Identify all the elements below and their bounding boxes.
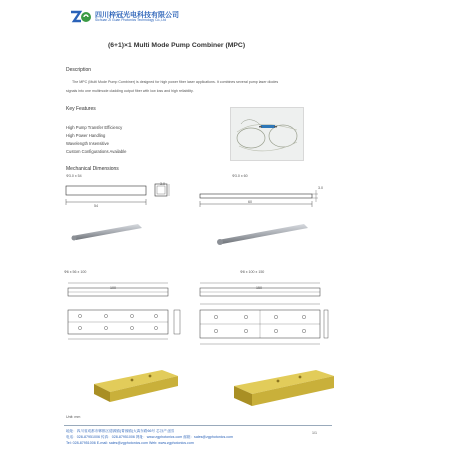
feature-item: Wavelength Insensitive [66, 141, 109, 146]
feature-item: Custom Configurations Available [66, 149, 127, 154]
description-line-2: signals into one multimode cladding output fiber with low loss and high reliability. [66, 89, 194, 93]
feature-item: High Power Handling [66, 133, 106, 138]
footer-contact-en: Tel: 028-87951006 E-mail: sales@zgphotonics.com Web: www.zgphotonics.com [66, 441, 194, 445]
company-logo [70, 10, 92, 24]
feature-item: High Pump Transfer Efficiency [66, 125, 123, 130]
datasheet-page [60, 0, 392, 450]
package-label-3: Ф6 x 56 x 100 [64, 270, 87, 274]
dimension-label: 54 [94, 204, 98, 208]
dimension-label: 100 [110, 286, 116, 290]
drawing-package-4 [196, 280, 330, 350]
dimension-label: 3.0 [160, 182, 165, 186]
product-photo [230, 107, 304, 161]
package-label-2: Φ3.0 x 60 [232, 174, 248, 178]
package-label-4: Ф8 x 100 x 150 [240, 270, 265, 274]
drawing-package-1 [64, 182, 172, 216]
drawing-package-2 [196, 184, 320, 216]
company-name-en: Sichuan Zi Guan Photonics Technology Co.,Ltd [95, 18, 166, 22]
page-number: 1/1 [312, 431, 317, 435]
package-label-1: Φ3.0 x 54 [66, 174, 82, 178]
rod-render-2 [210, 222, 316, 246]
description-line-1: The MPC (Multi Mode Pump Combiner) is designed for high power fiber laser applications. It combines several pump laser diodes [72, 80, 279, 84]
company-name-cn: 四川梓冠光电科技有限公司 [95, 12, 179, 19]
dimension-label: 3.0 [318, 186, 323, 190]
dimension-label: 60 [248, 200, 252, 204]
footer-divider [64, 425, 332, 426]
dimension-label: 150 [256, 286, 262, 290]
mechanical-heading: Mechanical Dimensions [66, 166, 119, 172]
rod-render-1 [68, 222, 148, 242]
gold-block-render-2 [228, 366, 340, 410]
features-heading: Key Features [66, 106, 96, 112]
description-heading: Description [66, 67, 92, 73]
drawing-package-3 [64, 280, 186, 344]
gold-block-render-1 [88, 366, 184, 406]
footer-contact: 电话：028-87951006 传真：028-87951006 网址：www.zgphotonics.com 邮箱：sales@zgphotonics.com [66, 435, 234, 439]
product-title: (6+1)×1 Multi Mode Pump Combiner (MPC) [108, 42, 246, 49]
footer-address: 地址：四川省成都市郫都区德源镇(菁蓉镇)大禹东路66号 芯谷产业园 [66, 429, 175, 433]
unit-note: Unit: mm [66, 415, 81, 419]
